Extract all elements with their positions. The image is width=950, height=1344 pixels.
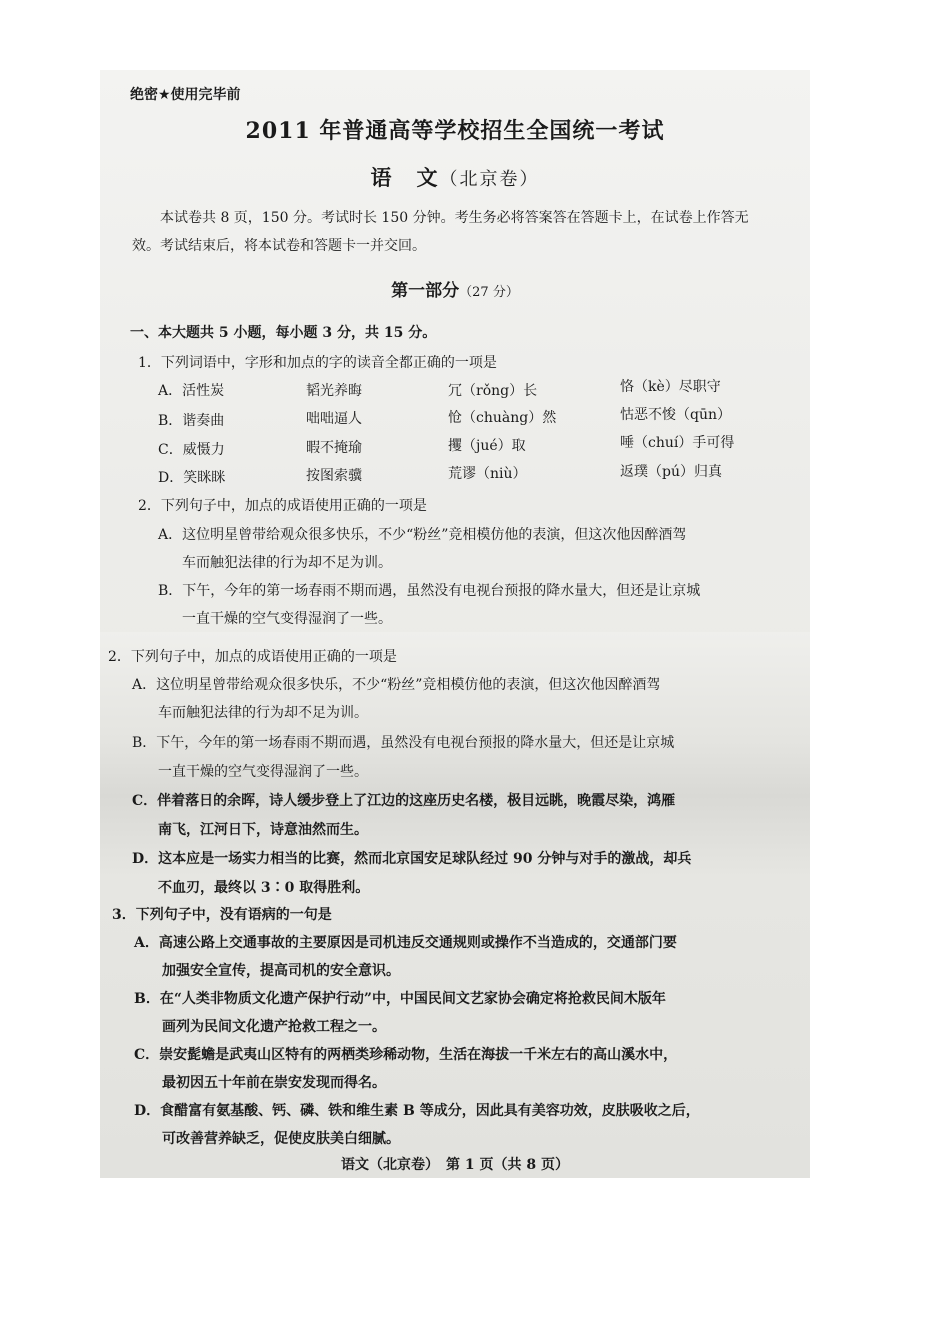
q3-option-b-line2: 画列为民间文化遗产抢救工程之一。 xyxy=(162,1019,386,1035)
q2-option-d-line1: D．这本应是一场实力相当的比赛，然而北京国安足球队经过 90 分钟与对手的激战，却兵 xyxy=(132,851,692,867)
q1-option-b-word1: B．谐奏曲 xyxy=(158,413,225,429)
q1-option-c-word2: 暇不掩瑜 xyxy=(306,440,362,456)
q1-option-b-word4: 怙恶不悛（qūn） xyxy=(620,407,731,423)
scanned-exam-page xyxy=(100,70,810,1178)
q1-option-a-word3: 冗（rǒng）长 xyxy=(448,383,538,399)
q3-option-d-line1: D．食醋富有氨基酸、钙、磷、铁和维生素 B 等成分，因此具有美容功效，皮肤吸收之后， xyxy=(134,1103,700,1119)
q1-option-c-word1: C．威慑力 xyxy=(158,442,225,458)
q1-option-d-word3: 荒谬（niù） xyxy=(448,466,527,482)
q2-option-b-line1-top: B．下午，今年的第一场春雨不期而遇，虽然没有电视台预报的降水量大，但还是让京城 xyxy=(158,583,701,599)
q3-option-c-line2: 最初因五十年前在崇安发现而得名。 xyxy=(162,1075,386,1091)
subject-name: 语 文 xyxy=(370,165,440,190)
q1-option-b-word2: 咄咄逼人 xyxy=(306,411,362,427)
q2-option-c-line2: 南飞，江河日下，诗意油然而生。 xyxy=(158,822,368,838)
q3-option-b-line1: B．在“人类非物质文化遗产保护行动”中，中国民间文艺家协会确定将抢救民间木版年 xyxy=(134,991,666,1007)
question-2-stem-top: 2．下列句子中，加点的成语使用正确的一项是 xyxy=(138,498,427,514)
q1-option-d-word2: 按图索骥 xyxy=(306,468,362,484)
question-1-stem: 1．下列词语中，字形和加点的字的读音全都正确的一项是 xyxy=(138,355,497,371)
q1-option-d-word4: 返璞（pú）归真 xyxy=(620,464,722,480)
part-one-heading xyxy=(100,276,810,301)
section-one-heading: 一、本大题共 5 小题，每小题 3 分，共 15 分。 xyxy=(130,325,437,341)
q2-option-a-line1-top: A．这位明星曾带给观众很多快乐，不少“粉丝”竞相模仿他的表演，但这次他因醉酒驾 xyxy=(158,527,687,543)
q2-option-b-line1: B．下午，今年的第一场春雨不期而遇，虽然没有电视台预报的降水量大，但还是让京城 xyxy=(132,735,675,751)
part-score: （27 分） xyxy=(459,285,519,300)
scan-upper-section xyxy=(100,70,810,632)
scan-lower-section xyxy=(100,632,810,1178)
question-2-stem: 2．下列句子中，加点的成语使用正确的一项是 xyxy=(108,649,397,665)
q1-option-d-word1: D．笑眯眯 xyxy=(158,470,226,486)
q3-option-d-line2: 可改善营养缺乏，促使皮肤美白细腻。 xyxy=(162,1131,400,1147)
q2-option-c-line1: C．伴着落日的余晖，诗人缓步登上了江边的这座历史名楼，极目远眺，晚霞尽染，鸿雁 xyxy=(132,793,676,809)
q1-option-a-word1: A．活性炭 xyxy=(158,383,225,399)
confidential-mark: 绝密★使用完毕前 xyxy=(130,87,241,103)
q1-option-b-word3: 怆（chuàng）然 xyxy=(448,410,557,426)
q1-option-c-word4: 唾（chuí）手可得 xyxy=(620,435,735,451)
question-3-stem: 3．下列句子中，没有语病的一句是 xyxy=(112,907,332,923)
q2-option-d-line2: 不血刃，最终以 3∶0 取得胜利。 xyxy=(158,880,370,896)
q2-option-b-line2-top: 一直干燥的空气变得湿润了一些。 xyxy=(182,611,392,627)
part-title: 第一部分 xyxy=(391,281,460,301)
q2-option-a-line1: A．这位明星曾带给观众很多快乐，不少“粉丝”竞相模仿他的表演，但这次他因醉酒驾 xyxy=(132,677,661,693)
q3-option-a-line2: 加强安全宣传，提高司机的安全意识。 xyxy=(162,963,400,979)
q3-option-a-line1: A．高速公路上交通事故的主要原因是司机违反交通规则或操作不当造成的，交通部门要 xyxy=(134,935,677,951)
page-footer: 语文（北京卷） 第 1 页（共 8 页） xyxy=(341,1157,569,1173)
q2-option-b-line2: 一直干燥的空气变得湿润了一些。 xyxy=(158,764,368,780)
exam-title: 2011 年普通高等学校招生全国统一考试 xyxy=(245,118,665,144)
q3-option-c-line1: C．崇安髭蟾是武夷山区特有的两栖类珍稀动物，生活在海拔一千米左右的高山溪水中， xyxy=(134,1047,678,1063)
exam-instructions: 本试卷共 8 页，150 分。考试时长 150 分钟。考生务必将答案答在答题卡上，在试卷上作答无效。考试结束后，将本试卷和答题卡一并交回。 xyxy=(132,210,749,254)
q2-option-a-line2: 车而触犯法律的行为却不足为训。 xyxy=(158,705,368,721)
q1-option-c-word3: 攫（jué）取 xyxy=(448,438,526,454)
q1-option-a-word2: 韬光养晦 xyxy=(306,383,362,399)
subject-region: （北京卷） xyxy=(439,169,540,190)
exam-subject xyxy=(100,162,810,192)
q2-option-a-line2-top: 车而触犯法律的行为却不足为训。 xyxy=(182,555,392,571)
q1-option-a-word4: 恪（kè）尽职守 xyxy=(620,379,721,395)
